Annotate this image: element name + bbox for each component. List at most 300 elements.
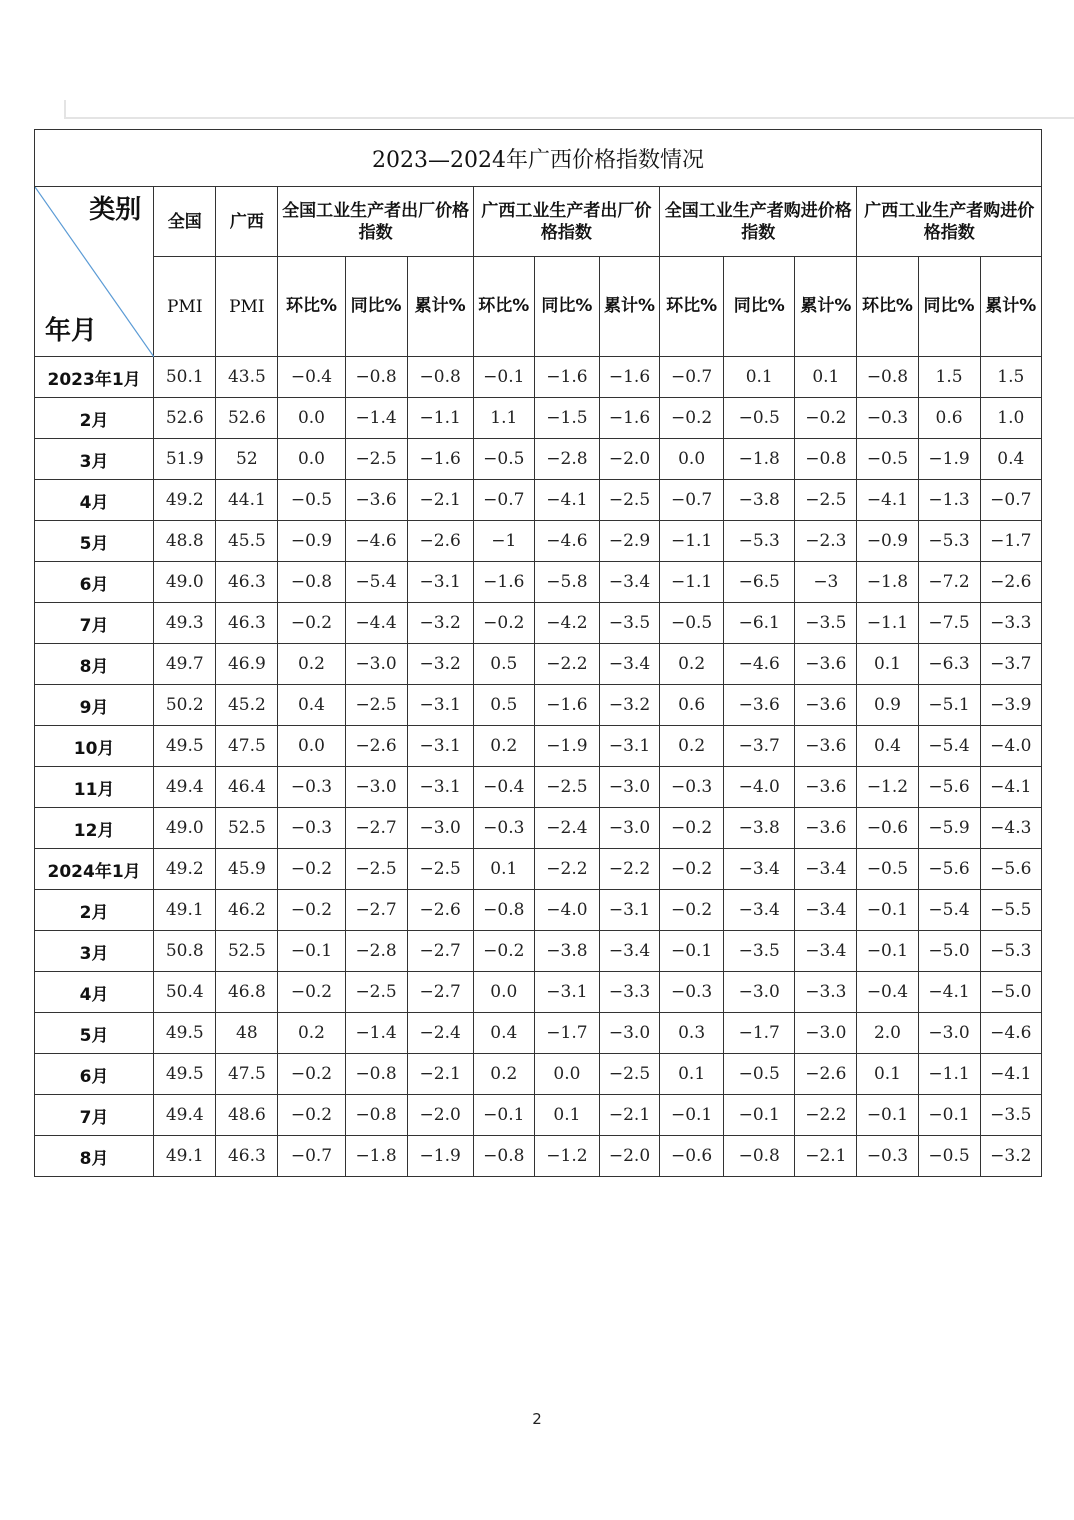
value-cell: −0.7 bbox=[660, 480, 724, 521]
value-cell: −0.2 bbox=[278, 849, 345, 890]
value-cell: 47.5 bbox=[216, 1054, 278, 1095]
value-cell: −1.2 bbox=[857, 767, 918, 808]
value-cell: 0.3 bbox=[660, 1013, 724, 1054]
value-cell: −0.2 bbox=[660, 849, 724, 890]
value-cell: −2.5 bbox=[795, 480, 857, 521]
value-cell: −0.2 bbox=[278, 603, 345, 644]
value-cell: −0.2 bbox=[278, 1095, 345, 1136]
value-cell: −3.4 bbox=[599, 644, 659, 685]
value-cell: 0.1 bbox=[857, 644, 918, 685]
subheader-label: 环比% bbox=[861, 296, 913, 316]
value-cell: 48 bbox=[216, 1013, 278, 1054]
value-cell: 0.0 bbox=[660, 439, 724, 480]
value-cell: −5.4 bbox=[918, 726, 980, 767]
value-cell: −5.6 bbox=[980, 849, 1041, 890]
header-mom-group1 bbox=[278, 257, 345, 357]
value-cell: −2.7 bbox=[345, 890, 407, 931]
value-cell: 49.4 bbox=[154, 1095, 216, 1136]
value-cell: −4.0 bbox=[980, 726, 1041, 767]
value-cell: 0.0 bbox=[473, 972, 534, 1013]
value-cell: −0.7 bbox=[660, 357, 724, 398]
value-cell: −3.0 bbox=[724, 972, 795, 1013]
subheader-label: 环比% bbox=[666, 296, 718, 316]
value-cell: −2.0 bbox=[407, 1095, 473, 1136]
value-cell: 0.6 bbox=[918, 398, 980, 439]
header-mom-group2 bbox=[473, 257, 534, 357]
value-cell: −0.8 bbox=[345, 1095, 407, 1136]
value-cell: 0.1 bbox=[724, 357, 795, 398]
header-national-ppirm: 全国工业生产者购进价格指数 bbox=[660, 187, 857, 257]
table-row bbox=[35, 931, 1042, 972]
table-row bbox=[35, 1054, 1042, 1095]
value-cell: −2.4 bbox=[534, 808, 599, 849]
value-cell: −0.5 bbox=[278, 480, 345, 521]
table-row bbox=[35, 890, 1042, 931]
value-cell: 0.0 bbox=[278, 726, 345, 767]
header-yoy-group1 bbox=[345, 257, 407, 357]
table-row bbox=[35, 603, 1042, 644]
header-cum-group4 bbox=[980, 257, 1041, 357]
value-cell: 45.2 bbox=[216, 685, 278, 726]
value-cell: 49.7 bbox=[154, 644, 216, 685]
value-cell: −0.8 bbox=[407, 357, 473, 398]
value-cell: −5.4 bbox=[918, 890, 980, 931]
value-cell: −3.7 bbox=[724, 726, 795, 767]
value-cell: −0.8 bbox=[345, 1054, 407, 1095]
value-cell: −0.1 bbox=[278, 931, 345, 972]
month-cell: 2023年1月 bbox=[35, 357, 154, 398]
value-cell: −0.6 bbox=[660, 1136, 724, 1177]
value-cell: −3.1 bbox=[407, 767, 473, 808]
value-cell: −3.6 bbox=[795, 808, 857, 849]
value-cell: −3.1 bbox=[407, 726, 473, 767]
value-cell: −1.8 bbox=[857, 562, 918, 603]
month-cell: 9月 bbox=[35, 685, 154, 726]
value-cell: −1.6 bbox=[534, 685, 599, 726]
month-cell: 3月 bbox=[35, 931, 154, 972]
value-cell: 2.0 bbox=[857, 1013, 918, 1054]
value-cell: 49.2 bbox=[154, 480, 216, 521]
table-row bbox=[35, 726, 1042, 767]
value-cell: −0.9 bbox=[278, 521, 345, 562]
value-cell: −3.9 bbox=[980, 685, 1041, 726]
value-cell: −2.1 bbox=[407, 480, 473, 521]
value-cell: −2.6 bbox=[345, 726, 407, 767]
value-cell: −0.5 bbox=[724, 1054, 795, 1095]
value-cell: −0.7 bbox=[278, 1136, 345, 1177]
value-cell: −4.6 bbox=[345, 521, 407, 562]
value-cell: −0.5 bbox=[473, 439, 534, 480]
value-cell: −6.3 bbox=[918, 644, 980, 685]
value-cell: −1.4 bbox=[345, 398, 407, 439]
value-cell: −1.1 bbox=[660, 521, 724, 562]
table-row bbox=[35, 685, 1042, 726]
value-cell: −2.2 bbox=[534, 644, 599, 685]
value-cell: 52 bbox=[216, 439, 278, 480]
table-row bbox=[35, 357, 1042, 398]
header-cum-group2 bbox=[599, 257, 659, 357]
value-cell: −3.0 bbox=[599, 767, 659, 808]
value-cell: 0.2 bbox=[660, 726, 724, 767]
value-cell: 49.5 bbox=[154, 1013, 216, 1054]
value-cell: −2.8 bbox=[345, 931, 407, 972]
value-cell: −3.1 bbox=[407, 562, 473, 603]
value-cell: −5.3 bbox=[918, 521, 980, 562]
table-row bbox=[35, 1136, 1042, 1177]
page-edge-vertical bbox=[64, 100, 66, 118]
value-cell: 46.4 bbox=[216, 767, 278, 808]
value-cell: −1.6 bbox=[534, 357, 599, 398]
value-cell: 1.5 bbox=[918, 357, 980, 398]
value-cell: 49.2 bbox=[154, 849, 216, 890]
value-cell: −0.3 bbox=[660, 767, 724, 808]
value-cell: 48.6 bbox=[216, 1095, 278, 1136]
value-cell: −0.1 bbox=[724, 1095, 795, 1136]
value-cell: −0.2 bbox=[473, 603, 534, 644]
month-cell: 7月 bbox=[35, 1095, 154, 1136]
value-cell: −2.8 bbox=[534, 439, 599, 480]
value-cell: −1.3 bbox=[918, 480, 980, 521]
value-cell: −0.3 bbox=[473, 808, 534, 849]
value-cell: −2.5 bbox=[407, 849, 473, 890]
value-cell: −1.1 bbox=[407, 398, 473, 439]
value-cell: 49.0 bbox=[154, 808, 216, 849]
header-pmi-guangxi: PMI bbox=[216, 257, 278, 357]
value-cell: 46.3 bbox=[216, 603, 278, 644]
value-cell: 47.5 bbox=[216, 726, 278, 767]
subheader-label: 累计% bbox=[414, 296, 466, 316]
value-cell: −5.6 bbox=[918, 849, 980, 890]
month-cell: 4月 bbox=[35, 480, 154, 521]
value-cell: −1.1 bbox=[660, 562, 724, 603]
month-cell: 4月 bbox=[35, 972, 154, 1013]
value-cell: −5.3 bbox=[980, 931, 1041, 972]
corner-header-cell bbox=[35, 187, 154, 357]
value-cell: −1.7 bbox=[980, 521, 1041, 562]
value-cell: −2.7 bbox=[407, 931, 473, 972]
value-cell: −0.1 bbox=[473, 357, 534, 398]
value-cell: 1.5 bbox=[980, 357, 1041, 398]
value-cell: 46.3 bbox=[216, 562, 278, 603]
table-row bbox=[35, 1095, 1042, 1136]
value-cell: −3.3 bbox=[795, 972, 857, 1013]
value-cell: −0.4 bbox=[857, 972, 918, 1013]
value-cell: −3.2 bbox=[407, 644, 473, 685]
month-cell: 2月 bbox=[35, 398, 154, 439]
subheader-label: 累计% bbox=[603, 296, 656, 316]
value-cell: −0.2 bbox=[660, 890, 724, 931]
value-cell: −3.1 bbox=[407, 685, 473, 726]
value-cell: 0.0 bbox=[534, 1054, 599, 1095]
table-row bbox=[35, 644, 1042, 685]
table-row bbox=[35, 562, 1042, 603]
subheader-label: 同比% bbox=[923, 296, 975, 316]
value-cell: −2.1 bbox=[599, 1095, 659, 1136]
value-cell: −3.6 bbox=[795, 644, 857, 685]
header-national: 全国 bbox=[154, 187, 216, 257]
value-cell: 0.1 bbox=[857, 1054, 918, 1095]
value-cell: −0.2 bbox=[278, 1054, 345, 1095]
month-cell: 12月 bbox=[35, 808, 154, 849]
value-cell: −0.8 bbox=[345, 357, 407, 398]
value-cell: −3.0 bbox=[795, 1013, 857, 1054]
value-cell: −3.4 bbox=[599, 931, 659, 972]
value-cell: −1 bbox=[473, 521, 534, 562]
corner-category-label: 类别 bbox=[89, 195, 142, 225]
value-cell: −3.3 bbox=[980, 603, 1041, 644]
value-cell: −3.2 bbox=[599, 685, 659, 726]
value-cell: 0.1 bbox=[473, 849, 534, 890]
value-cell: 52.5 bbox=[216, 808, 278, 849]
value-cell: −3.4 bbox=[599, 562, 659, 603]
value-cell: −0.6 bbox=[857, 808, 918, 849]
value-cell: 0.5 bbox=[473, 644, 534, 685]
header-guangxi-ppirm: 广西工业生产者购进价格指数 bbox=[857, 187, 1042, 257]
value-cell: −0.4 bbox=[278, 357, 345, 398]
value-cell: −0.5 bbox=[660, 603, 724, 644]
value-cell: −0.3 bbox=[857, 1136, 918, 1177]
value-cell: −3.4 bbox=[724, 890, 795, 931]
value-cell: 51.9 bbox=[154, 439, 216, 480]
value-cell: 50.4 bbox=[154, 972, 216, 1013]
value-cell: −2.7 bbox=[345, 808, 407, 849]
value-cell: 0.0 bbox=[278, 439, 345, 480]
month-cell: 10月 bbox=[35, 726, 154, 767]
value-cell: −1.7 bbox=[534, 1013, 599, 1054]
value-cell: −1.4 bbox=[345, 1013, 407, 1054]
value-cell: −0.1 bbox=[660, 931, 724, 972]
value-cell: −2.4 bbox=[407, 1013, 473, 1054]
value-cell: 0.4 bbox=[473, 1013, 534, 1054]
value-cell: −3.4 bbox=[795, 931, 857, 972]
header-cum-group1 bbox=[407, 257, 473, 357]
value-cell: 48.8 bbox=[154, 521, 216, 562]
month-cell: 2024年1月 bbox=[35, 849, 154, 890]
value-cell: −2.6 bbox=[407, 521, 473, 562]
table-row bbox=[35, 1013, 1042, 1054]
table-row bbox=[35, 398, 1042, 439]
value-cell: 46.3 bbox=[216, 1136, 278, 1177]
value-cell: −0.1 bbox=[473, 1095, 534, 1136]
value-cell: −7.5 bbox=[918, 603, 980, 644]
value-cell: −0.2 bbox=[660, 808, 724, 849]
value-cell: −2.2 bbox=[534, 849, 599, 890]
value-cell: −0.5 bbox=[724, 398, 795, 439]
page-number: 2 bbox=[532, 1410, 542, 1428]
value-cell: 49.5 bbox=[154, 726, 216, 767]
value-cell: −0.3 bbox=[857, 398, 918, 439]
value-cell: −2.2 bbox=[795, 1095, 857, 1136]
value-cell: −2.5 bbox=[345, 972, 407, 1013]
value-cell: −5.6 bbox=[918, 767, 980, 808]
value-cell: −3.8 bbox=[534, 931, 599, 972]
value-cell: −3.4 bbox=[795, 849, 857, 890]
value-cell: 0.1 bbox=[660, 1054, 724, 1095]
value-cell: −5.5 bbox=[980, 890, 1041, 931]
value-cell: 0.2 bbox=[473, 726, 534, 767]
value-cell: −4.1 bbox=[918, 972, 980, 1013]
value-cell: −3.8 bbox=[724, 808, 795, 849]
value-cell: 46.8 bbox=[216, 972, 278, 1013]
value-cell: 50.2 bbox=[154, 685, 216, 726]
value-cell: −4.0 bbox=[534, 890, 599, 931]
value-cell: −2.1 bbox=[407, 1054, 473, 1095]
value-cell: −5.0 bbox=[980, 972, 1041, 1013]
value-cell: 1.0 bbox=[980, 398, 1041, 439]
header-national-ppi: 全国工业生产者出厂价格指数 bbox=[278, 187, 473, 257]
value-cell: −2.1 bbox=[795, 1136, 857, 1177]
value-cell: −1.7 bbox=[724, 1013, 795, 1054]
value-cell: −3 bbox=[795, 562, 857, 603]
table-row bbox=[35, 808, 1042, 849]
value-cell: −5.9 bbox=[918, 808, 980, 849]
value-cell: −0.2 bbox=[473, 931, 534, 972]
value-cell: −4.3 bbox=[980, 808, 1041, 849]
value-cell: −0.7 bbox=[980, 480, 1041, 521]
header-mom-group4 bbox=[857, 257, 918, 357]
value-cell: 52.6 bbox=[154, 398, 216, 439]
value-cell: −3.5 bbox=[795, 603, 857, 644]
value-cell: −3.5 bbox=[980, 1095, 1041, 1136]
value-cell: 49.5 bbox=[154, 1054, 216, 1095]
value-cell: 43.5 bbox=[216, 357, 278, 398]
table-row bbox=[35, 521, 1042, 562]
value-cell: 52.6 bbox=[216, 398, 278, 439]
header-guangxi-ppi: 广西工业生产者出厂价格指数 bbox=[473, 187, 659, 257]
value-cell: −1.6 bbox=[599, 398, 659, 439]
value-cell: −2.0 bbox=[599, 439, 659, 480]
value-cell: 0.2 bbox=[660, 644, 724, 685]
value-cell: −0.8 bbox=[857, 357, 918, 398]
value-cell: −4.1 bbox=[980, 767, 1041, 808]
value-cell: −0.4 bbox=[473, 767, 534, 808]
header-cum-group3 bbox=[795, 257, 857, 357]
value-cell: −3.2 bbox=[407, 603, 473, 644]
value-cell: −4.1 bbox=[857, 480, 918, 521]
header-yoy-group2 bbox=[534, 257, 599, 357]
value-cell: −2.9 bbox=[599, 521, 659, 562]
value-cell: −3.0 bbox=[345, 767, 407, 808]
month-cell: 2月 bbox=[35, 890, 154, 931]
month-cell: 8月 bbox=[35, 644, 154, 685]
value-cell: 52.5 bbox=[216, 931, 278, 972]
value-cell: −0.7 bbox=[473, 480, 534, 521]
value-cell: −1.9 bbox=[918, 439, 980, 480]
month-cell: 3月 bbox=[35, 439, 154, 480]
value-cell: −3.0 bbox=[599, 1013, 659, 1054]
value-cell: −2.5 bbox=[345, 439, 407, 480]
value-cell: 0.2 bbox=[278, 1013, 345, 1054]
value-cell: −5.3 bbox=[724, 521, 795, 562]
value-cell: −4.6 bbox=[980, 1013, 1041, 1054]
month-cell: 5月 bbox=[35, 521, 154, 562]
value-cell: −3.6 bbox=[795, 685, 857, 726]
value-cell: 46.9 bbox=[216, 644, 278, 685]
value-cell: −0.8 bbox=[473, 890, 534, 931]
subheader-label: 累计% bbox=[985, 296, 1037, 316]
month-cell: 6月 bbox=[35, 562, 154, 603]
value-cell: −0.5 bbox=[918, 1136, 980, 1177]
value-cell: −2.6 bbox=[407, 890, 473, 931]
subheader-label: 环比% bbox=[478, 296, 530, 316]
subheader-label: 同比% bbox=[541, 296, 593, 316]
value-cell: −1.6 bbox=[407, 439, 473, 480]
value-cell: −0.5 bbox=[857, 849, 918, 890]
value-cell: −1.9 bbox=[407, 1136, 473, 1177]
value-cell: −2.7 bbox=[407, 972, 473, 1013]
value-cell: −7.2 bbox=[918, 562, 980, 603]
value-cell: −5.0 bbox=[918, 931, 980, 972]
value-cell: −0.3 bbox=[660, 972, 724, 1013]
value-cell: −2.0 bbox=[599, 1136, 659, 1177]
value-cell: −3.8 bbox=[724, 480, 795, 521]
value-cell: −3.0 bbox=[407, 808, 473, 849]
value-cell: −0.1 bbox=[857, 1095, 918, 1136]
value-cell: −0.3 bbox=[278, 808, 345, 849]
value-cell: −0.1 bbox=[857, 890, 918, 931]
corner-year-month-label: 年月 bbox=[45, 316, 98, 346]
value-cell: −4.6 bbox=[534, 521, 599, 562]
value-cell: 49.1 bbox=[154, 890, 216, 931]
value-cell: −3.1 bbox=[534, 972, 599, 1013]
value-cell: 0.5 bbox=[473, 685, 534, 726]
value-cell: −3.0 bbox=[345, 644, 407, 685]
value-cell: −3.4 bbox=[724, 849, 795, 890]
value-cell: −2.5 bbox=[599, 1054, 659, 1095]
value-cell: 46.2 bbox=[216, 890, 278, 931]
value-cell: −0.2 bbox=[660, 398, 724, 439]
value-cell: −3.0 bbox=[918, 1013, 980, 1054]
value-cell: −0.9 bbox=[857, 521, 918, 562]
value-cell: −4.1 bbox=[980, 1054, 1041, 1095]
value-cell: 49.1 bbox=[154, 1136, 216, 1177]
value-cell: −4.0 bbox=[724, 767, 795, 808]
value-cell: −1.5 bbox=[534, 398, 599, 439]
header-yoy-group4 bbox=[918, 257, 980, 357]
table-row bbox=[35, 972, 1042, 1013]
table-body bbox=[35, 357, 1042, 1177]
value-cell: −2.5 bbox=[599, 480, 659, 521]
value-cell: 0.2 bbox=[278, 644, 345, 685]
value-cell: −1.9 bbox=[534, 726, 599, 767]
value-cell: −5.4 bbox=[345, 562, 407, 603]
value-cell: −3.4 bbox=[795, 890, 857, 931]
value-cell: −6.1 bbox=[724, 603, 795, 644]
value-cell: −1.6 bbox=[473, 562, 534, 603]
value-cell: −2.5 bbox=[345, 849, 407, 890]
value-cell: −3.2 bbox=[980, 1136, 1041, 1177]
value-cell: 0.9 bbox=[857, 685, 918, 726]
value-cell: −0.5 bbox=[857, 439, 918, 480]
value-cell: −4.2 bbox=[534, 603, 599, 644]
month-cell: 8月 bbox=[35, 1136, 154, 1177]
value-cell: 0.4 bbox=[857, 726, 918, 767]
value-cell: 44.1 bbox=[216, 480, 278, 521]
month-cell: 6月 bbox=[35, 1054, 154, 1095]
value-cell: 0.6 bbox=[660, 685, 724, 726]
value-cell: −6.5 bbox=[724, 562, 795, 603]
value-cell: −1.1 bbox=[918, 1054, 980, 1095]
value-cell: −0.2 bbox=[795, 398, 857, 439]
subheader-label: 累计% bbox=[800, 296, 852, 316]
value-cell: 49.3 bbox=[154, 603, 216, 644]
table-row bbox=[35, 767, 1042, 808]
value-cell: −3.1 bbox=[599, 726, 659, 767]
value-cell: −2.3 bbox=[795, 521, 857, 562]
value-cell: 0.0 bbox=[278, 398, 345, 439]
value-cell: −0.8 bbox=[724, 1136, 795, 1177]
value-cell: 1.1 bbox=[473, 398, 534, 439]
